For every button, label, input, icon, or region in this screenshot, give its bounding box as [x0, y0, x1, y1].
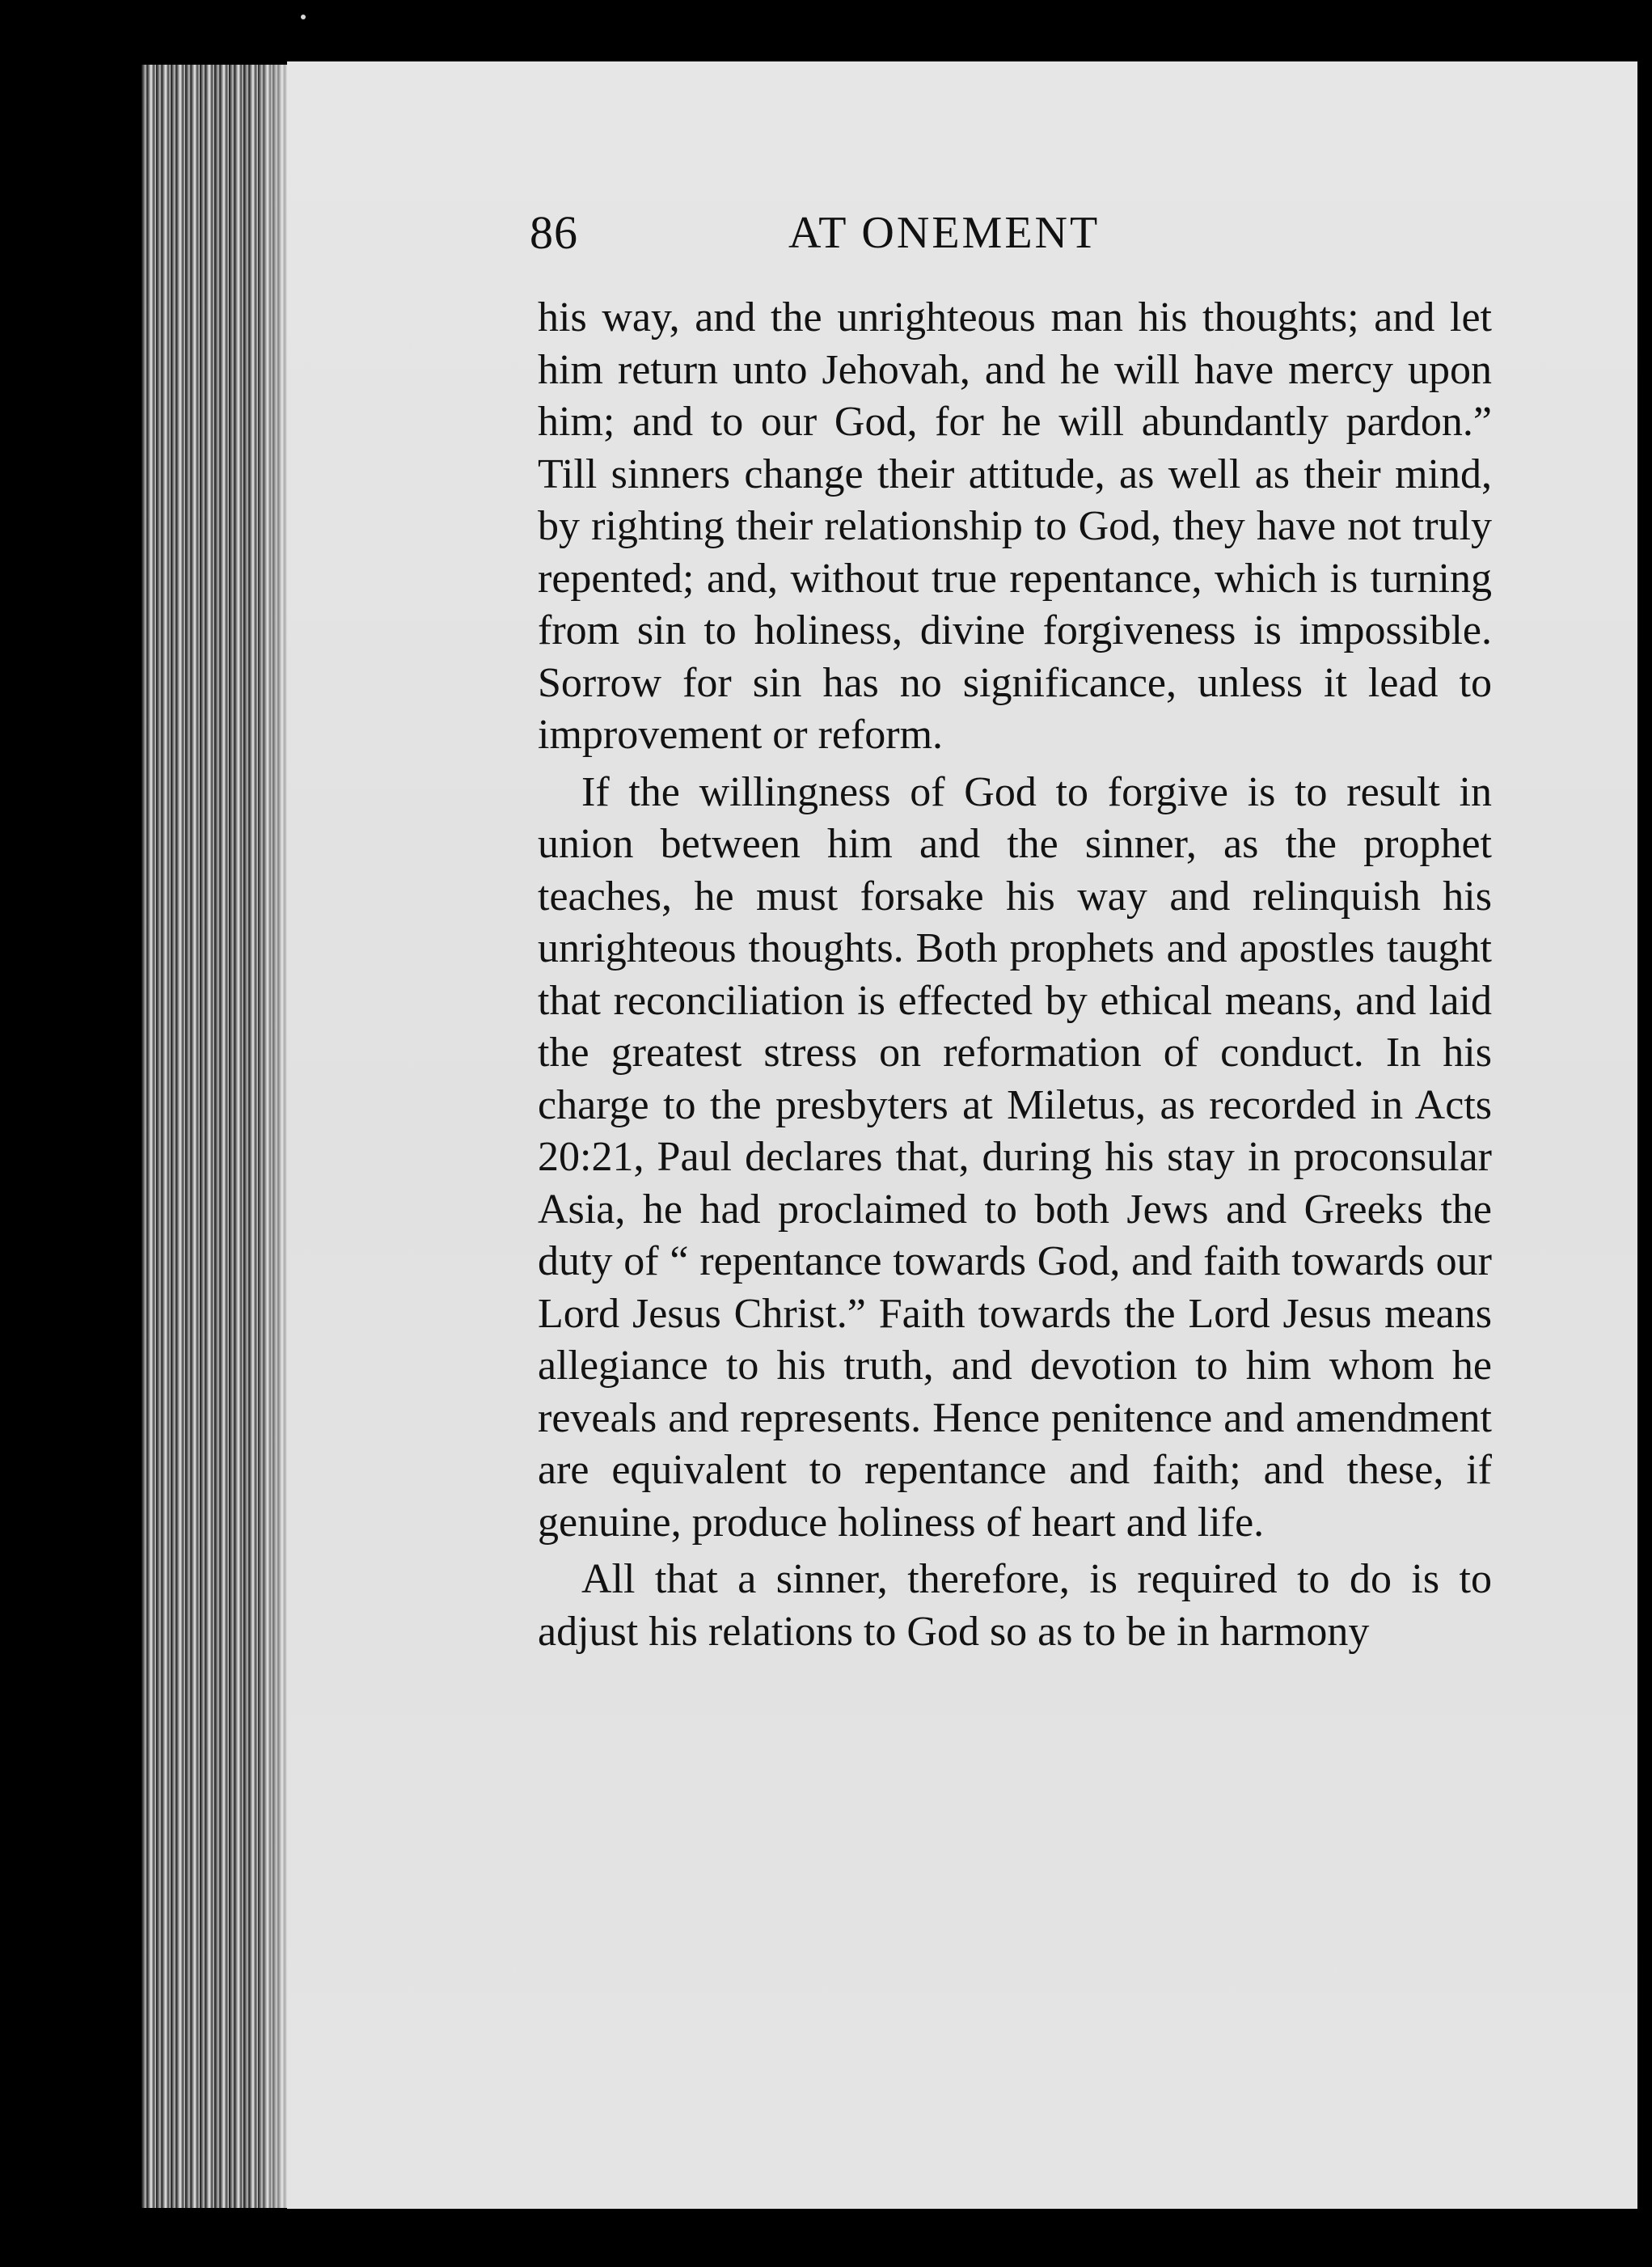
paragraph-continuation: his way, and the unrighteous man his thoughts; and let him return unto Jehovah, and he will have mercy upon him; and to our God, for he will abundantly pardon.” Till sinners change their attitude, as well as their mind, by righting their relationship to God, they have not truly repented; and, without true repentance, which is turning from sin to holiness, divine forgiveness is impossible. Sorrow for sin has no significance, unless it lead to improvement or reform.	[538, 294, 1492, 758]
running-title: AT ONEMENT	[788, 208, 1101, 258]
book-page	[287, 61, 1637, 2209]
paragraph-harmony: All that a sinner, therefore, is required to do is to adjust his relations to God so as to be in harmony	[538, 1556, 1492, 1655]
page-number: 86	[530, 206, 578, 259]
body-text	[538, 292, 1492, 1658]
dust-speck	[301, 15, 306, 19]
paragraph-reconciliation: If the willingness of God to forgive is to result in union between him and the sinner, as the prophet teaches, he must forsake his way and relinquish his unrighteous thoughts. Both prophets and apostles taught that reconciliation is effected by ethical means, and laid the greatest stress on reformation of conduct. In his charge to the presbyters at Miletus, as recorded in Acts 20:21, Paul declares that, during his stay in proconsular Asia, he had proclaimed to both Jews and Greeks the duty of “ repentance towards God, and faith towards our Lord Jesus Christ.” Faith towards the Lord Jesus means allegiance to his truth, and devotion to him whom he reveals and represents. Hence penitence and amendment are equivalent to repentance and faith; and these, if genuine, produce holiness of heart and life.	[538, 768, 1492, 1546]
running-head	[530, 205, 1565, 278]
page-edges	[142, 65, 303, 2208]
